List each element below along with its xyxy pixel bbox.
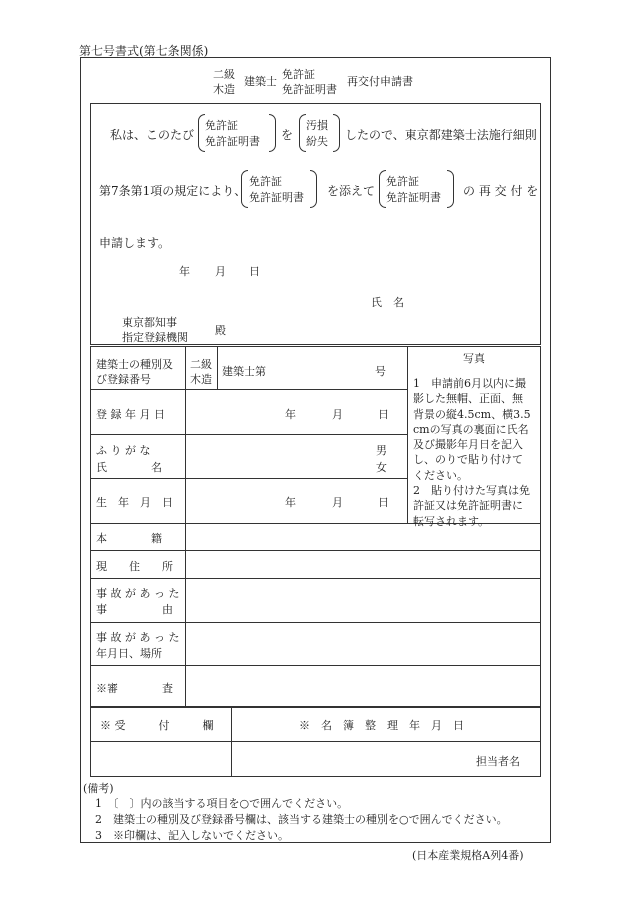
date-month: 月	[215, 265, 226, 278]
notes-title: (備考)	[83, 782, 114, 795]
title-class-b: 木造	[213, 83, 235, 96]
title-doc-b: 免許証明書	[282, 83, 337, 96]
line2-pre: 第7条第1項の規定により、	[99, 184, 247, 198]
note-item: 1 〔 〕内の該当する項目を○で囲んでください。	[95, 797, 349, 810]
title-class-a: 二級	[213, 68, 235, 81]
bracket-left	[379, 170, 386, 208]
column-divider	[231, 706, 232, 776]
bracket-right	[333, 114, 340, 152]
r6-label: 現 住 所	[96, 560, 173, 573]
photo-line: 許証又は免許証明書に	[413, 499, 523, 513]
r1-class-b: 木造	[190, 373, 212, 386]
line2-opt2-b: 免許証明書	[386, 191, 441, 204]
meibo-label: ※ 名 簿 整 理 年 月 日	[299, 719, 464, 732]
row-divider	[90, 550, 540, 551]
r9-label: ※審 査	[96, 682, 173, 695]
line2-opt-b: 免許証明書	[249, 191, 304, 204]
row-divider	[90, 478, 407, 479]
bracket-right	[269, 114, 276, 152]
title-suffix: 再交付申請書	[347, 75, 413, 88]
line1-opt-b: 免許証明書	[205, 135, 260, 148]
paper-size: (日本産業規格A列4番)	[412, 849, 524, 862]
row-divider	[90, 665, 540, 666]
date-year: 年	[179, 265, 190, 278]
row-divider	[90, 741, 540, 742]
r3-male: 男	[376, 444, 387, 457]
photo-line: 転写されます。	[413, 514, 490, 528]
applicant-name-label: 氏 名	[371, 296, 404, 309]
line1-post: したので、東京都建築士法施行細則	[345, 128, 537, 142]
r2-day: 日	[378, 408, 389, 421]
line2-mid: を添えて	[327, 184, 376, 198]
row-divider	[90, 434, 407, 435]
bracket-right	[447, 170, 454, 208]
line2-opt2-a: 免許証	[386, 175, 419, 188]
note-item: 3 ※印欄は、記入しないでください。	[95, 829, 289, 842]
column-divider	[407, 346, 408, 524]
r7-label-b: 事 由	[96, 603, 173, 616]
form-number: 第七号書式(第七条関係)	[79, 44, 209, 58]
line1-pre: 私は、このたび	[110, 128, 195, 142]
r8-label-a: 事 故 が あ っ た	[96, 631, 180, 644]
r4-day: 日	[378, 496, 389, 509]
r3-label-a: ふ り が な	[96, 444, 151, 457]
date-day: 日	[249, 265, 260, 278]
row-divider	[90, 622, 540, 623]
note-item: 2 建築士の種別及び登録番号欄は、該当する建築士の種別を○で囲んでください。	[95, 813, 508, 826]
photo-line: 背景の縦4.5cm、横3.5	[413, 407, 531, 421]
addressee-b: 指定登録機関	[122, 331, 188, 344]
photo-line: cmの写真の裏面に氏名	[413, 422, 529, 436]
line2-opt-a: 免許証	[249, 175, 282, 188]
r5-label: 本 籍	[96, 532, 162, 545]
title-kenchikushi: 建築士	[244, 75, 277, 88]
tantou-label: 担当者名	[476, 755, 520, 768]
r1-go: 号	[375, 365, 386, 378]
photo-title: 写真	[463, 352, 485, 365]
r1-class-a: 二級	[190, 358, 212, 371]
line1-reason-b: 紛失	[306, 135, 328, 148]
row-divider	[90, 578, 540, 579]
r2-month: 月	[332, 408, 343, 421]
r2-label: 登 録 年 月 日	[96, 408, 165, 421]
uketsuke-label: ※ 受 付 欄	[100, 719, 214, 732]
bracket-left	[299, 114, 306, 152]
photo-line: 影した無帽、正面、無	[413, 392, 523, 406]
row-divider	[90, 389, 407, 390]
photo-line: し、のりで貼り付けて	[413, 453, 523, 467]
column-divider	[217, 346, 218, 390]
photo-line: 1 申請前6月以内に撮	[413, 377, 526, 390]
bracket-left	[241, 170, 248, 208]
line1-opt-a: 免許証	[205, 119, 238, 132]
photo-line: 及び撮影年月日を記入	[413, 438, 523, 452]
column-divider	[185, 346, 186, 706]
r1-value: 建築士第	[222, 365, 266, 378]
r7-label-a: 事 故 が あ っ た	[96, 587, 180, 600]
r4-label: 生 年 月 日	[96, 496, 173, 509]
r8-label-b: 年月日、場所	[96, 647, 162, 660]
r3-label-b: 氏 名	[96, 461, 162, 474]
r2-year: 年	[285, 408, 296, 421]
bracket-right	[310, 170, 317, 208]
r1-label-b: び登録番号	[96, 373, 151, 386]
line1-reason-a: 汚損	[306, 119, 328, 132]
title-doc-a: 免許証	[282, 68, 315, 81]
r4-year: 年	[285, 496, 296, 509]
photo-line: ください。	[413, 468, 468, 482]
photo-instructions	[413, 376, 537, 529]
r3-female: 女	[376, 461, 387, 474]
line3: 申請します。	[99, 236, 171, 250]
line2-post: の 再 交 付 を	[463, 184, 539, 198]
r1-label-a: 建築士の種別及	[96, 358, 173, 371]
addressee-dono: 殿	[215, 324, 226, 337]
addressee-a: 東京都知事	[122, 316, 177, 329]
bracket-left	[198, 114, 205, 152]
r4-month: 月	[332, 496, 343, 509]
line1-wo: を	[281, 128, 294, 142]
photo-line: 2 貼り付けた写真は免	[413, 484, 530, 498]
